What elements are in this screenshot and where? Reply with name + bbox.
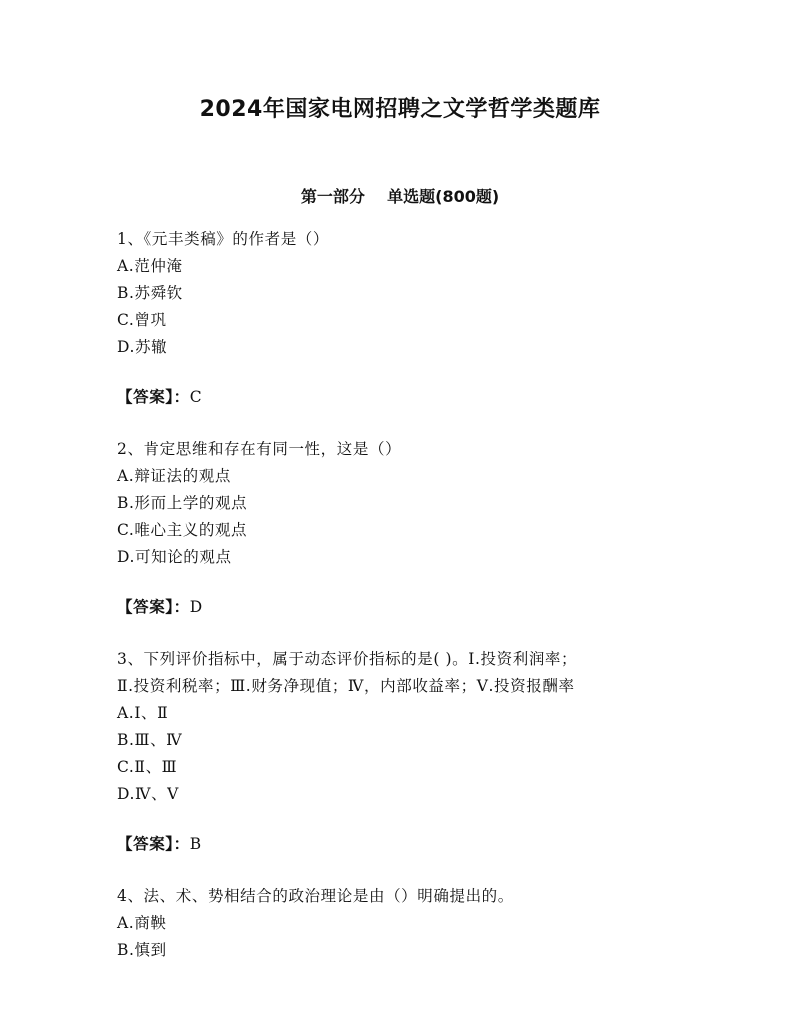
question-stem: 3、下列评价指标中，属于动态评价指标的是( )。Ⅰ.投资利润率； (117, 650, 578, 668)
option-d: D.Ⅳ、Ⅴ (117, 785, 179, 803)
option-c: C.Ⅱ、Ⅲ (117, 758, 178, 776)
option-b: B.苏舜钦 (117, 284, 183, 302)
option-d: D.可知论的观点 (117, 548, 232, 566)
answer-label: 【答案】： (117, 388, 190, 406)
answer-line (117, 831, 677, 858)
question-2 (117, 436, 677, 621)
question-4 (117, 883, 677, 964)
option-c: C.曾巩 (117, 311, 167, 329)
option-b: B.Ⅲ、Ⅳ (117, 731, 183, 749)
answer-value: B (189, 835, 202, 853)
question-list (117, 226, 677, 964)
question-stem-continued: Ⅱ.投资利税率；Ⅲ.财务净现值；Ⅳ，内部收益率；Ⅴ.投资报酬率 (117, 677, 575, 695)
document-title: 2024年国家电网招聘之文学哲学类题库 (199, 97, 601, 122)
option-a: A.商鞅 (117, 914, 167, 932)
option-c: C.唯心主义的观点 (117, 521, 248, 539)
option-a: A.范仲淹 (117, 257, 183, 275)
answer-value: D (189, 598, 203, 616)
question-1 (117, 226, 677, 411)
answer-label: 【答案】： (117, 598, 190, 616)
question-stem: 4、法、术、势相结合的政治理论是由（）明确提出的。 (117, 887, 514, 905)
option-b: B.形而上学的观点 (117, 494, 248, 512)
question-3 (117, 646, 677, 858)
question-stem: 1、《元丰类稿》的作者是（） (117, 230, 330, 248)
answer-line (117, 384, 677, 411)
option-d: D.苏辙 (117, 338, 168, 356)
answer-line (117, 594, 677, 621)
option-a: A.辩证法的观点 (117, 467, 231, 485)
section-title: 第一部分 单选题(800题) (300, 187, 500, 206)
option-a: A.Ⅰ、Ⅱ (117, 704, 169, 722)
answer-value: C (189, 388, 203, 406)
answer-label: 【答案】： (117, 835, 190, 853)
question-stem: 2、肯定思维和存在有同一性，这是（） (117, 440, 402, 458)
option-b: B.慎到 (117, 941, 167, 959)
